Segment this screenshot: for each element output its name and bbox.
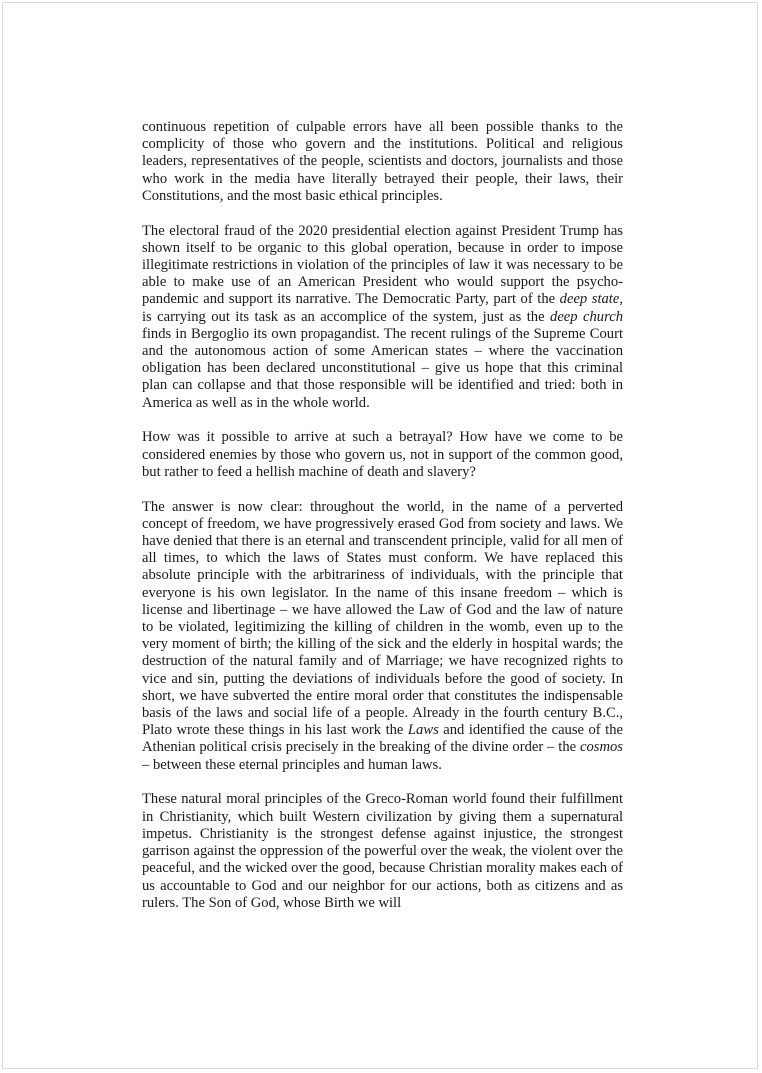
paragraph-text: , is carrying out its task as an accomplice of the system, just as the xyxy=(142,291,623,325)
paragraph-text: The electoral fraud of the 2020 presidential election against President Trump has shown itself to be organic to this global operation, because in order to impose illegitimate restrictions in violation of the principles of law it was necessary to be able to make use of an American President who would support the psycho-pandemic and support its narrative. The Democratic Party, part of the xyxy=(142,222,623,308)
paragraph-text: finds in Bergoglio its own propagandist. The recent rulings of the Supreme Court and the autonomous action of some American states – where the vaccination obligation has been declared unconstitutional – give us hope that this criminal plan can collapse and that those responsible will be identified and tried: both in America as well as in the whole world. xyxy=(142,325,623,411)
paragraph-text: – between these eternal principles and human laws. xyxy=(142,756,442,773)
paragraph-3 xyxy=(142,429,623,481)
document-page xyxy=(2,2,758,1069)
paragraph-text: These natural moral principles of the Greco-Roman world found their fulfillment in Christianity, which built Western civilization by giving them a supernatural impetus. Christianity is the strongest defense against injustice, the strongest garrison against the oppression of the powerful over the weak, the violent over the peaceful, and the wicked over the good, because Christian morality makes each of us accountable to God and our neighbor for our actions, both as citizens and as rulers. The Son of God, whose Birth we will xyxy=(142,791,623,911)
paragraph-text: continuous repetition of culpable errors have all been possible thanks to the complicity of those who govern and the institutions. Political and religious leaders, representatives of the people, scientists and doctors, journalists and those who work in the media have literally betrayed their people, their laws, their Constitutions, and the most basic ethical principles. xyxy=(142,119,623,204)
body-text xyxy=(142,119,623,930)
italic-term: deep church xyxy=(550,308,623,325)
italic-term: cosmos xyxy=(580,739,623,756)
italic-term: Laws xyxy=(407,722,439,739)
paragraph-5 xyxy=(142,791,623,911)
paragraph-2 xyxy=(142,223,623,412)
paragraph-1 xyxy=(142,119,623,205)
paragraph-text: How was it possible to arrive at such a betrayal? How have we come to be considered enemies by those who govern us, not in support of the common good, but rather to feed a hellish machine of death and slavery? xyxy=(142,429,623,480)
italic-term: deep state xyxy=(559,291,620,308)
paragraph-4 xyxy=(142,499,623,774)
paragraph-text: The answer is now clear: throughout the world, in the name of a perverted concept of freedom, we have progressively erased God from society and laws. We have denied that there is an eternal and transcendent principle, valid for all men of all times, to which the laws of States must conform. We have replaced this absolute principle with the arbitrariness of individuals, with the principle that everyone is his own legislator. In the name of this insane freedom – which is license and libertinage – we have allowed the Law of God and the law of nature to be violated, legitimizing the killing of children in the womb, even up to the very moment of birth; the killing of the sick and the elderly in hospital wards; the destruction of the natural family and of Marriage; we have recognized rights to vice and sin, putting the deviations of individuals before the good of society. In short, we have subverted the entire moral order that constitutes the indispensable basis of the laws and social life of a people. Already in the fourth century B.C., Plato wrote these things in his last work the xyxy=(142,498,623,739)
paragraph-text: and identified the cause of the Athenian political crisis precisely in the breaking of the divine order – the xyxy=(142,722,624,756)
